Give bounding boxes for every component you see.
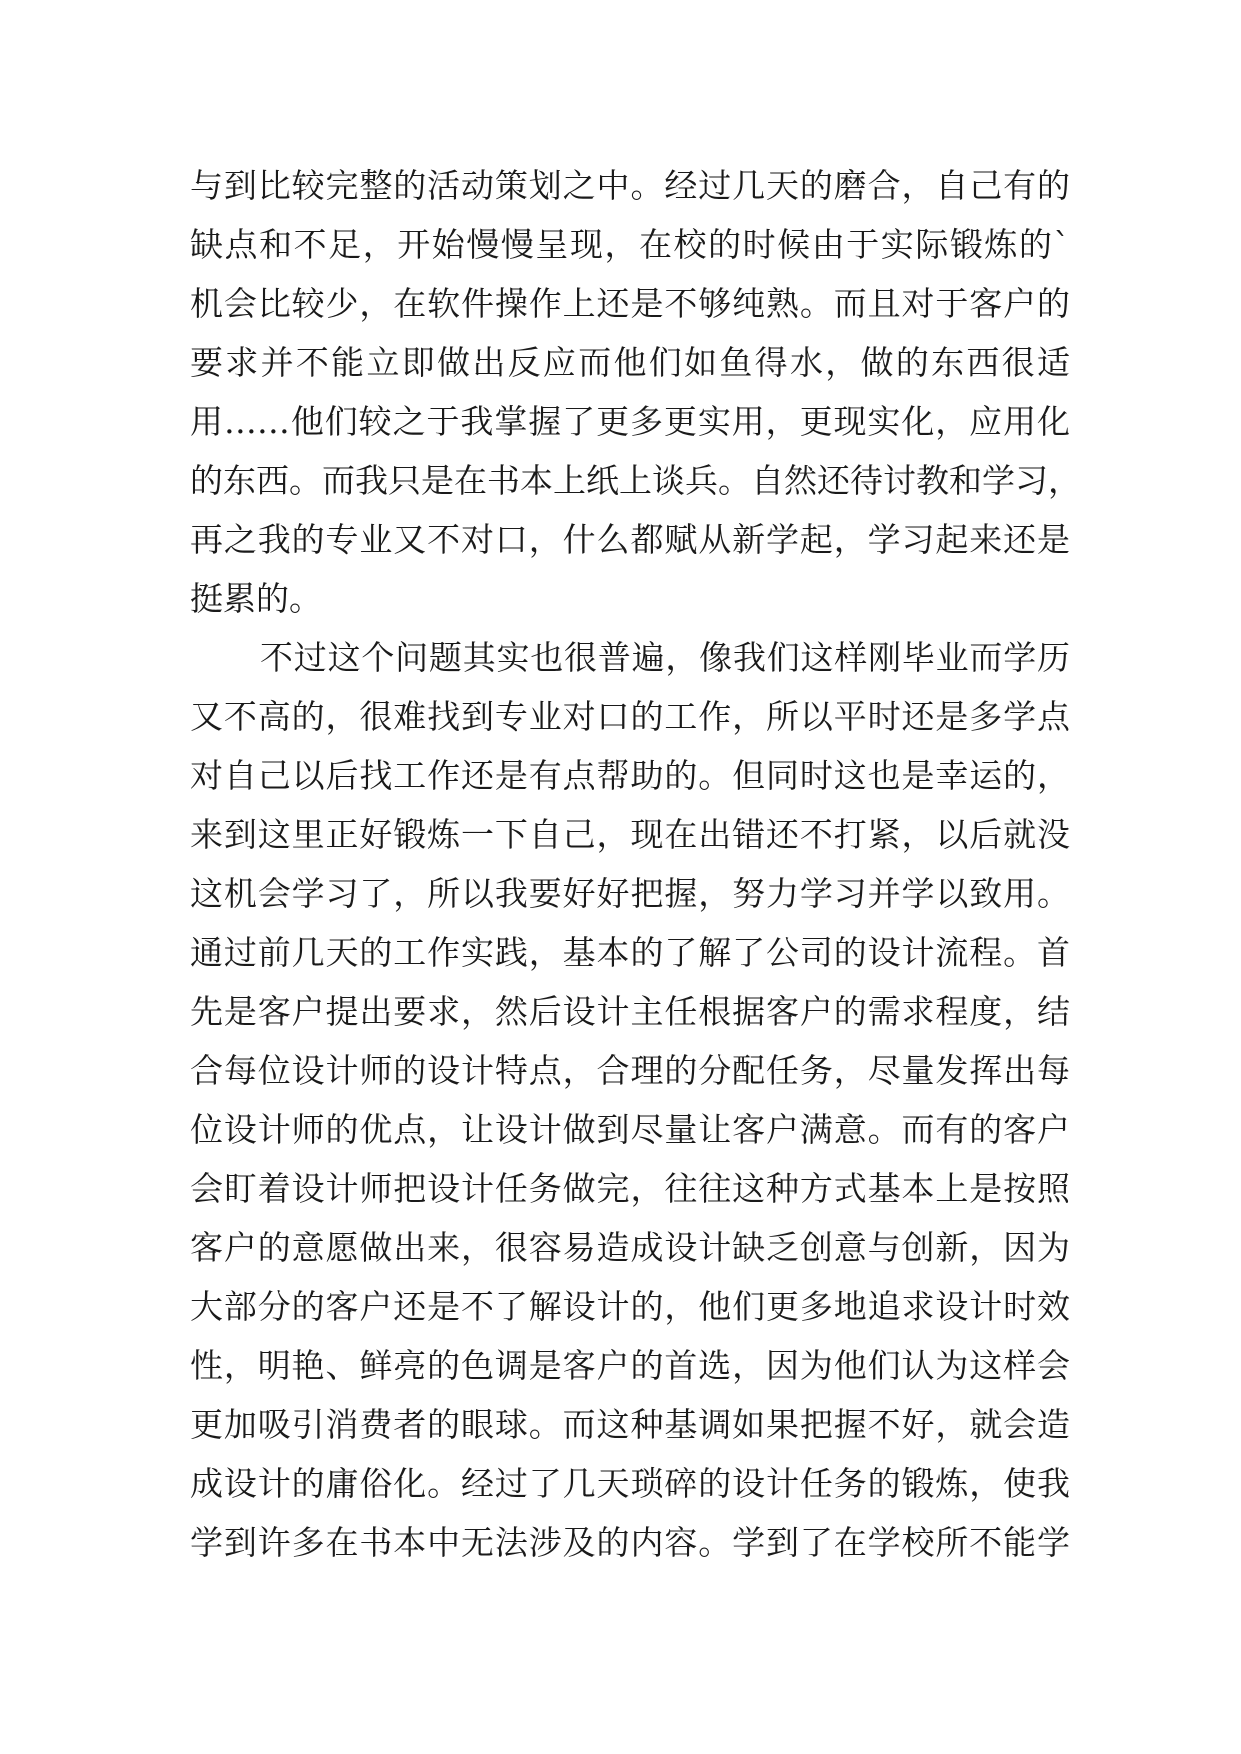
body-text	[190, 156, 1081, 1572]
text-line-11: 对自己以后找工作还是有点帮助的。但同时这也是幸运的，	[190, 756, 1070, 795]
text-line-19: 客户的意愿做出来，很容易造成设计缺乏创意与创新，因为	[190, 1228, 1070, 1267]
text-line-14: 通过前几天的工作实践，基本的了解了公司的设计流程。首	[190, 933, 1070, 972]
text-line-4: 要求并不能立即做出反应而他们如鱼得水，做的东西很适	[190, 343, 1070, 382]
text-line-13: 这机会学习了，所以我要好好把握，努力学习并学以致用。	[190, 874, 1070, 913]
text-line-9: 不过这个问题其实也很普遍，像我们这样刚毕业而学历	[260, 638, 1070, 677]
text-line-20: 大部分的客户还是不了解设计的，他们更多地追求设计时效	[190, 1287, 1070, 1326]
text-line-8: 挺累的。	[190, 579, 322, 618]
text-line-7: 再之我的专业又不对口，什么都赋从新学起，学习起来还是	[190, 520, 1070, 559]
text-line-1: 与到比较完整的活动策划之中。经过几天的磨合，自己有的	[190, 166, 1070, 205]
text-line-12: 来到这里正好锻炼一下自己，现在出错还不打紧，以后就没	[190, 815, 1070, 854]
text-line-24: 学到许多在书本中无法涉及的内容。学到了在学校所不能学	[190, 1523, 1070, 1562]
text-line-16: 合每位设计师的设计特点，合理的分配任务，尽量发挥出每	[190, 1051, 1070, 1090]
text-line-2: 缺点和不足，开始慢慢呈现，在校的时候由于实际锻炼的`	[190, 225, 1070, 264]
text-line-23: 成设计的庸俗化。经过了几天琐碎的设计任务的锻炼，使我	[190, 1464, 1070, 1503]
text-line-6: 的东西。而我只是在书本上纸上谈兵。自然还待讨教和学习，	[190, 461, 1081, 500]
text-line-17: 位设计师的优点，让设计做到尽量让客户满意。而有的客户	[190, 1110, 1070, 1149]
text-line-5: 用……他们较之于我掌握了更多更实用，更现实化，应用化	[190, 402, 1070, 441]
text-line-3: 机会比较少，在软件操作上还是不够纯熟。而且对于客户的	[190, 284, 1070, 323]
text-line-22: 更加吸引消费者的眼球。而这种基调如果把握不好，就会造	[190, 1405, 1070, 1444]
text-line-21: 性，明艳、鲜亮的色调是客户的首选，因为他们认为这样会	[190, 1346, 1070, 1385]
text-line-15: 先是客户提出要求，然后设计主任根据客户的需求程度，结	[190, 992, 1070, 1031]
text-line-18: 会盯着设计师把设计任务做完，往往这种方式基本上是按照	[190, 1169, 1070, 1208]
text-line-10: 又不高的，很难找到专业对口的工作，所以平时还是多学点	[190, 697, 1070, 736]
